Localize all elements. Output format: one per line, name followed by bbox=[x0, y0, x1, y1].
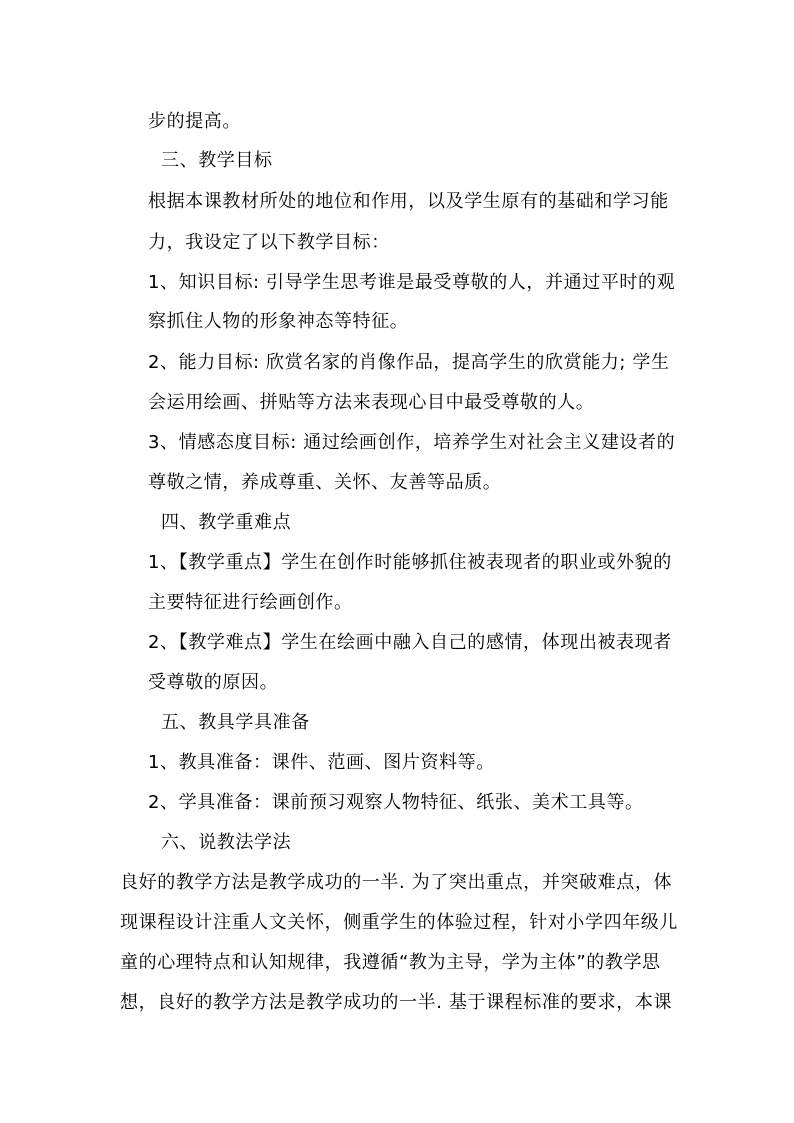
text-line: 2、学具准备：课前预习观察人物特征、纸张、美术工具等。 bbox=[148, 792, 644, 813]
section-heading-6: 六、说教法学法 bbox=[161, 832, 292, 853]
text-line: 1、【教学重点】学生在创作时能够抓住被表现者的职业或外貌的 bbox=[148, 552, 672, 573]
text-line: 良好的教学方法是教学成功的一半. 为了突出重点，并突破难点，体 bbox=[120, 872, 673, 893]
text-line: 童的心理特点和认知规律，我遵循“教为主导，学为主体”的教学思 bbox=[120, 952, 661, 973]
section-heading-5: 五、教具学具准备 bbox=[161, 712, 310, 733]
section-heading-4: 四、教学重难点 bbox=[161, 512, 292, 533]
text-line: 根据本课教材所处的地位和作用，以及学生原有的基础和学习能 bbox=[148, 191, 669, 212]
text-line: 1、教具准备：课件、范画、图片资料等。 bbox=[148, 752, 495, 773]
section-heading-3: 三、教学目标 bbox=[161, 150, 273, 171]
text-line: 1、知识目标: 引导学生思考谁是最受尊敬的人，并通过平时的观 bbox=[148, 272, 676, 293]
text-line: 2、能力目标: 欣赏名家的肖像作品，提高学生的欣赏能力; 学生 bbox=[148, 352, 670, 373]
text-line: 力，我设定了以下教学目标： bbox=[148, 232, 390, 253]
text-line: 步的提高。 bbox=[148, 111, 241, 132]
text-line: 现课程设计注重人文关怀，侧重学生的体验过程，针对小学四年级儿 bbox=[120, 912, 678, 933]
text-line: 尊敬之情，养成尊重、关怀、友善等品质。 bbox=[148, 472, 502, 493]
text-line: 察抓住人物的形象神态等特征。 bbox=[148, 311, 409, 332]
text-line: 受尊敬的原因。 bbox=[148, 672, 279, 693]
text-line: 想，良好的教学方法是教学成功的一半. 基于课程标准的要求，本课 bbox=[120, 992, 673, 1013]
text-line: 2、【教学难点】学生在绘画中融入自己的感情，体现出被表现者 bbox=[148, 632, 672, 653]
text-line: 会运用绘画、拼贴等方法来表现心目中最受尊敬的人。 bbox=[148, 392, 595, 413]
text-line: 主要特征进行绘画创作。 bbox=[148, 592, 353, 613]
text-line: 3、情感态度目标: 通过绘画创作，培养学生对社会主义建设者的 bbox=[148, 432, 676, 453]
